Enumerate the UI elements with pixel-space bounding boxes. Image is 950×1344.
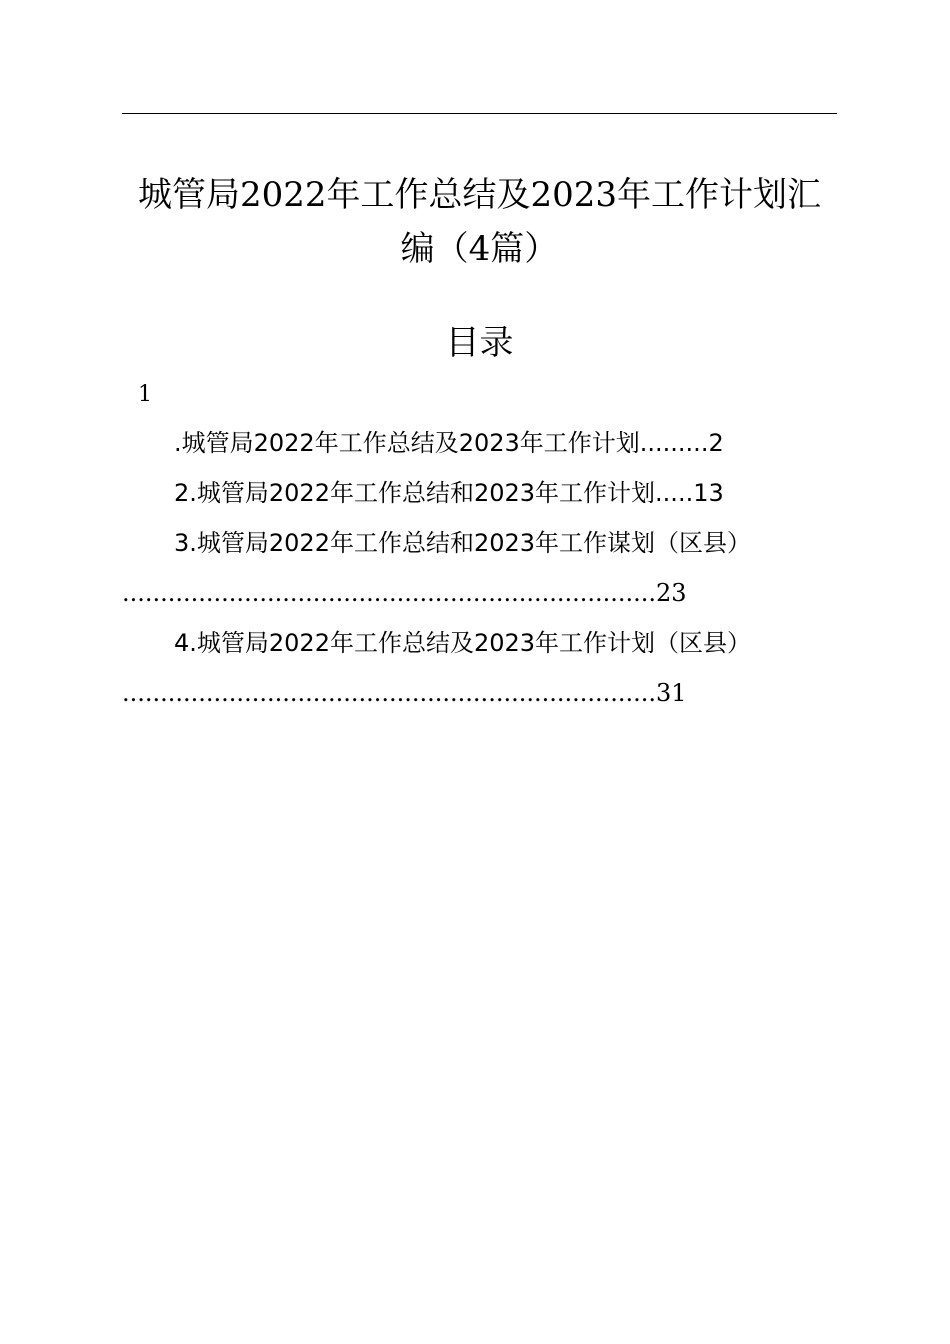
toc-entry-1[interactable]: .城管局2022年工作总结及2023年工作计划.........2: [174, 429, 724, 457]
top-divider: [122, 113, 837, 114]
toc-entry-4-leader[interactable]: ......................................................................31: [122, 679, 687, 707]
title-line-2: 编（4篇）: [400, 229, 559, 269]
toc-marker: 1: [138, 382, 152, 407]
toc-entry-2[interactable]: 2.城管局2022年工作总结和2023年工作计划.....13: [174, 479, 724, 507]
toc-entry-4[interactable]: 4.城管局2022年工作总结及2023年工作计划（区县）: [174, 629, 752, 657]
toc-entry-3-leader[interactable]: ......................................................................23: [122, 579, 687, 607]
title-line-1: 城管局2022年工作总结及2023年工作计划汇: [137, 175, 822, 215]
toc-entry-3[interactable]: 3.城管局2022年工作总结和2023年工作谋划（区县）: [174, 529, 752, 557]
toc-heading: 目录: [445, 323, 514, 363]
document-title: [122, 168, 837, 276]
